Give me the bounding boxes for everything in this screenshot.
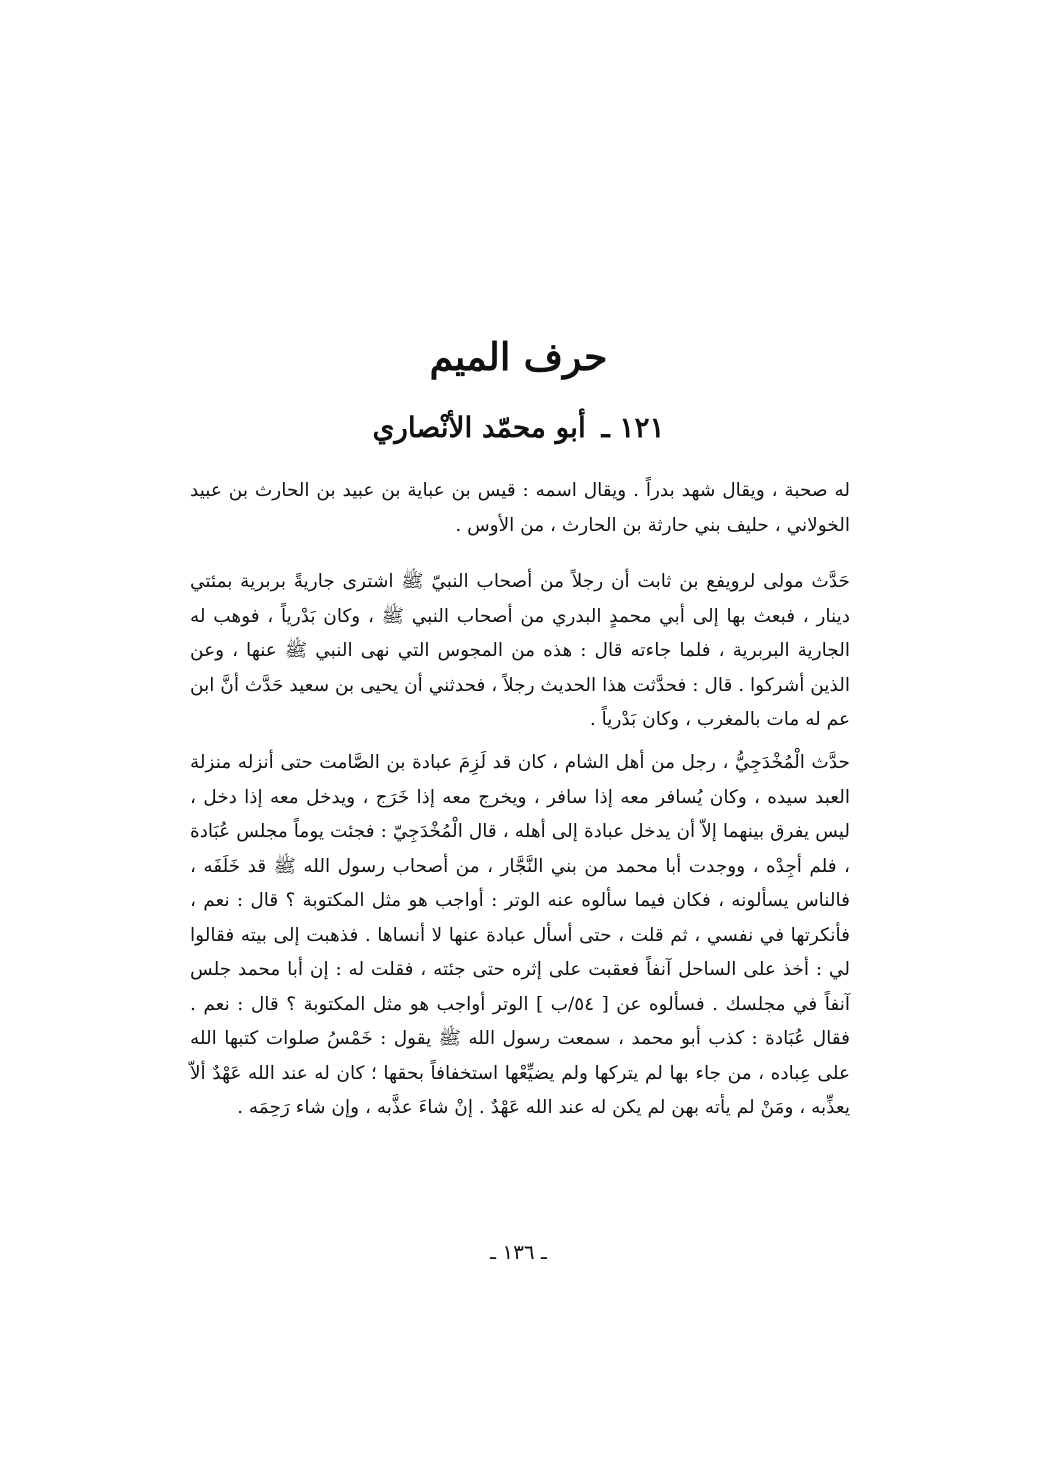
chapter-title: حرف الميم	[429, 334, 608, 379]
entry-number: ١٢١ ـ	[601, 411, 665, 444]
paragraph-hadith-rowaifa: حَدَّث مولى لرويفع بن ثابت أن رجلاً من أصحاب النبيّ ﷺ اشترى جاريةً بربرية بمئتي دينار ، فبعث بها إلى أبي محمدٍ البدري من أصحاب النبي ﷺ ، وكان بَدْرياً ، فوهب له الجارية البربرية ، فلما جاءته قال : هذه من المجوس التي نهى النبي ﷺ عنها ، وعن الذين أشركوا . قال : فحدَّثت هذا الحديث رجلاً ، فحدثني أن يحيى بن سعيد حَدَّث أنَّ ابن عم له مات بالمغرب ، وكان بَدْرياً .	[190, 571, 850, 730]
page-number: ـ ١٣٦ ـ	[490, 1240, 547, 1264]
entry-name: أبو محمّد الأنْصاري	[372, 411, 586, 444]
entry-heading	[0, 410, 1037, 446]
paragraph-biography: له صحبة ، ويقال شهد بدراً . ويقال اسمه : قيس بن عباية بن عبيد بن الحارث بن عبيد الخولاني ، حليف بني حارثة بن الحارث ، من الأوس .	[190, 480, 850, 536]
paragraph-hadith-mukhdaji: حدَّث الْمُخْدَجِيُّ ، رجل من أهل الشام ، كان قد لَزِمَ عبادة بن الصَّامت حتى أنزله منزلة العبد سيده ، وكان يُسافر معه إذا سافر ، ويخرج معه إذا خَرَج ، ويدخل معه إذا دخل ، ليس يفرق بينهما إلاّ أن يدخل عبادة إلى أهله ، قال الْمُخْدَجِيّ : فجئت يوماً مجلس عُبَادة ، فلم أجِدْه ، ووجدت أبا محمد من بني النَّجَّار ، من أصحاب رسول الله ﷺ قد خَلَفَه ، فالناس يسألونه ، فكان فيما سألوه عنه الوتر : أواجب هو مثل المكتوبة ؟ قال : نعم ، فأنكرتها في نفسي ، ثم قلت ، حتى أسأل عبادة عنها لا أنساها . فذهبت إلى بيته فقالوا لي : أخذ على الساحل آنفاً فعقبت على إثره حتى جئته ، فقلت له : إن أبا محمد جلس آنفاً في مجلسك . فسألوه عن [ ٥٤/ب ] الوتر أواجب هو مثل المكتوبة ؟ قال : نعم . فقال عُبَادة : كذب أبو محمد ، سمعت رسول الله ﷺ يقول : خَمْسُ صلوات كتبها الله على عِباده ، من جاء بها لم يتركها ولم يضيِّعْها استخفافاً بحقها ؛ كان له عند الله عَهْدٌ ألاّ يعذِّبه ، ومَنْ لم يأته بهن لم يكن له عند الله عَهْدٌ . إنْ شاءَ عذَّبه ، وإن شاء رَحِمَه .	[190, 752, 850, 1118]
